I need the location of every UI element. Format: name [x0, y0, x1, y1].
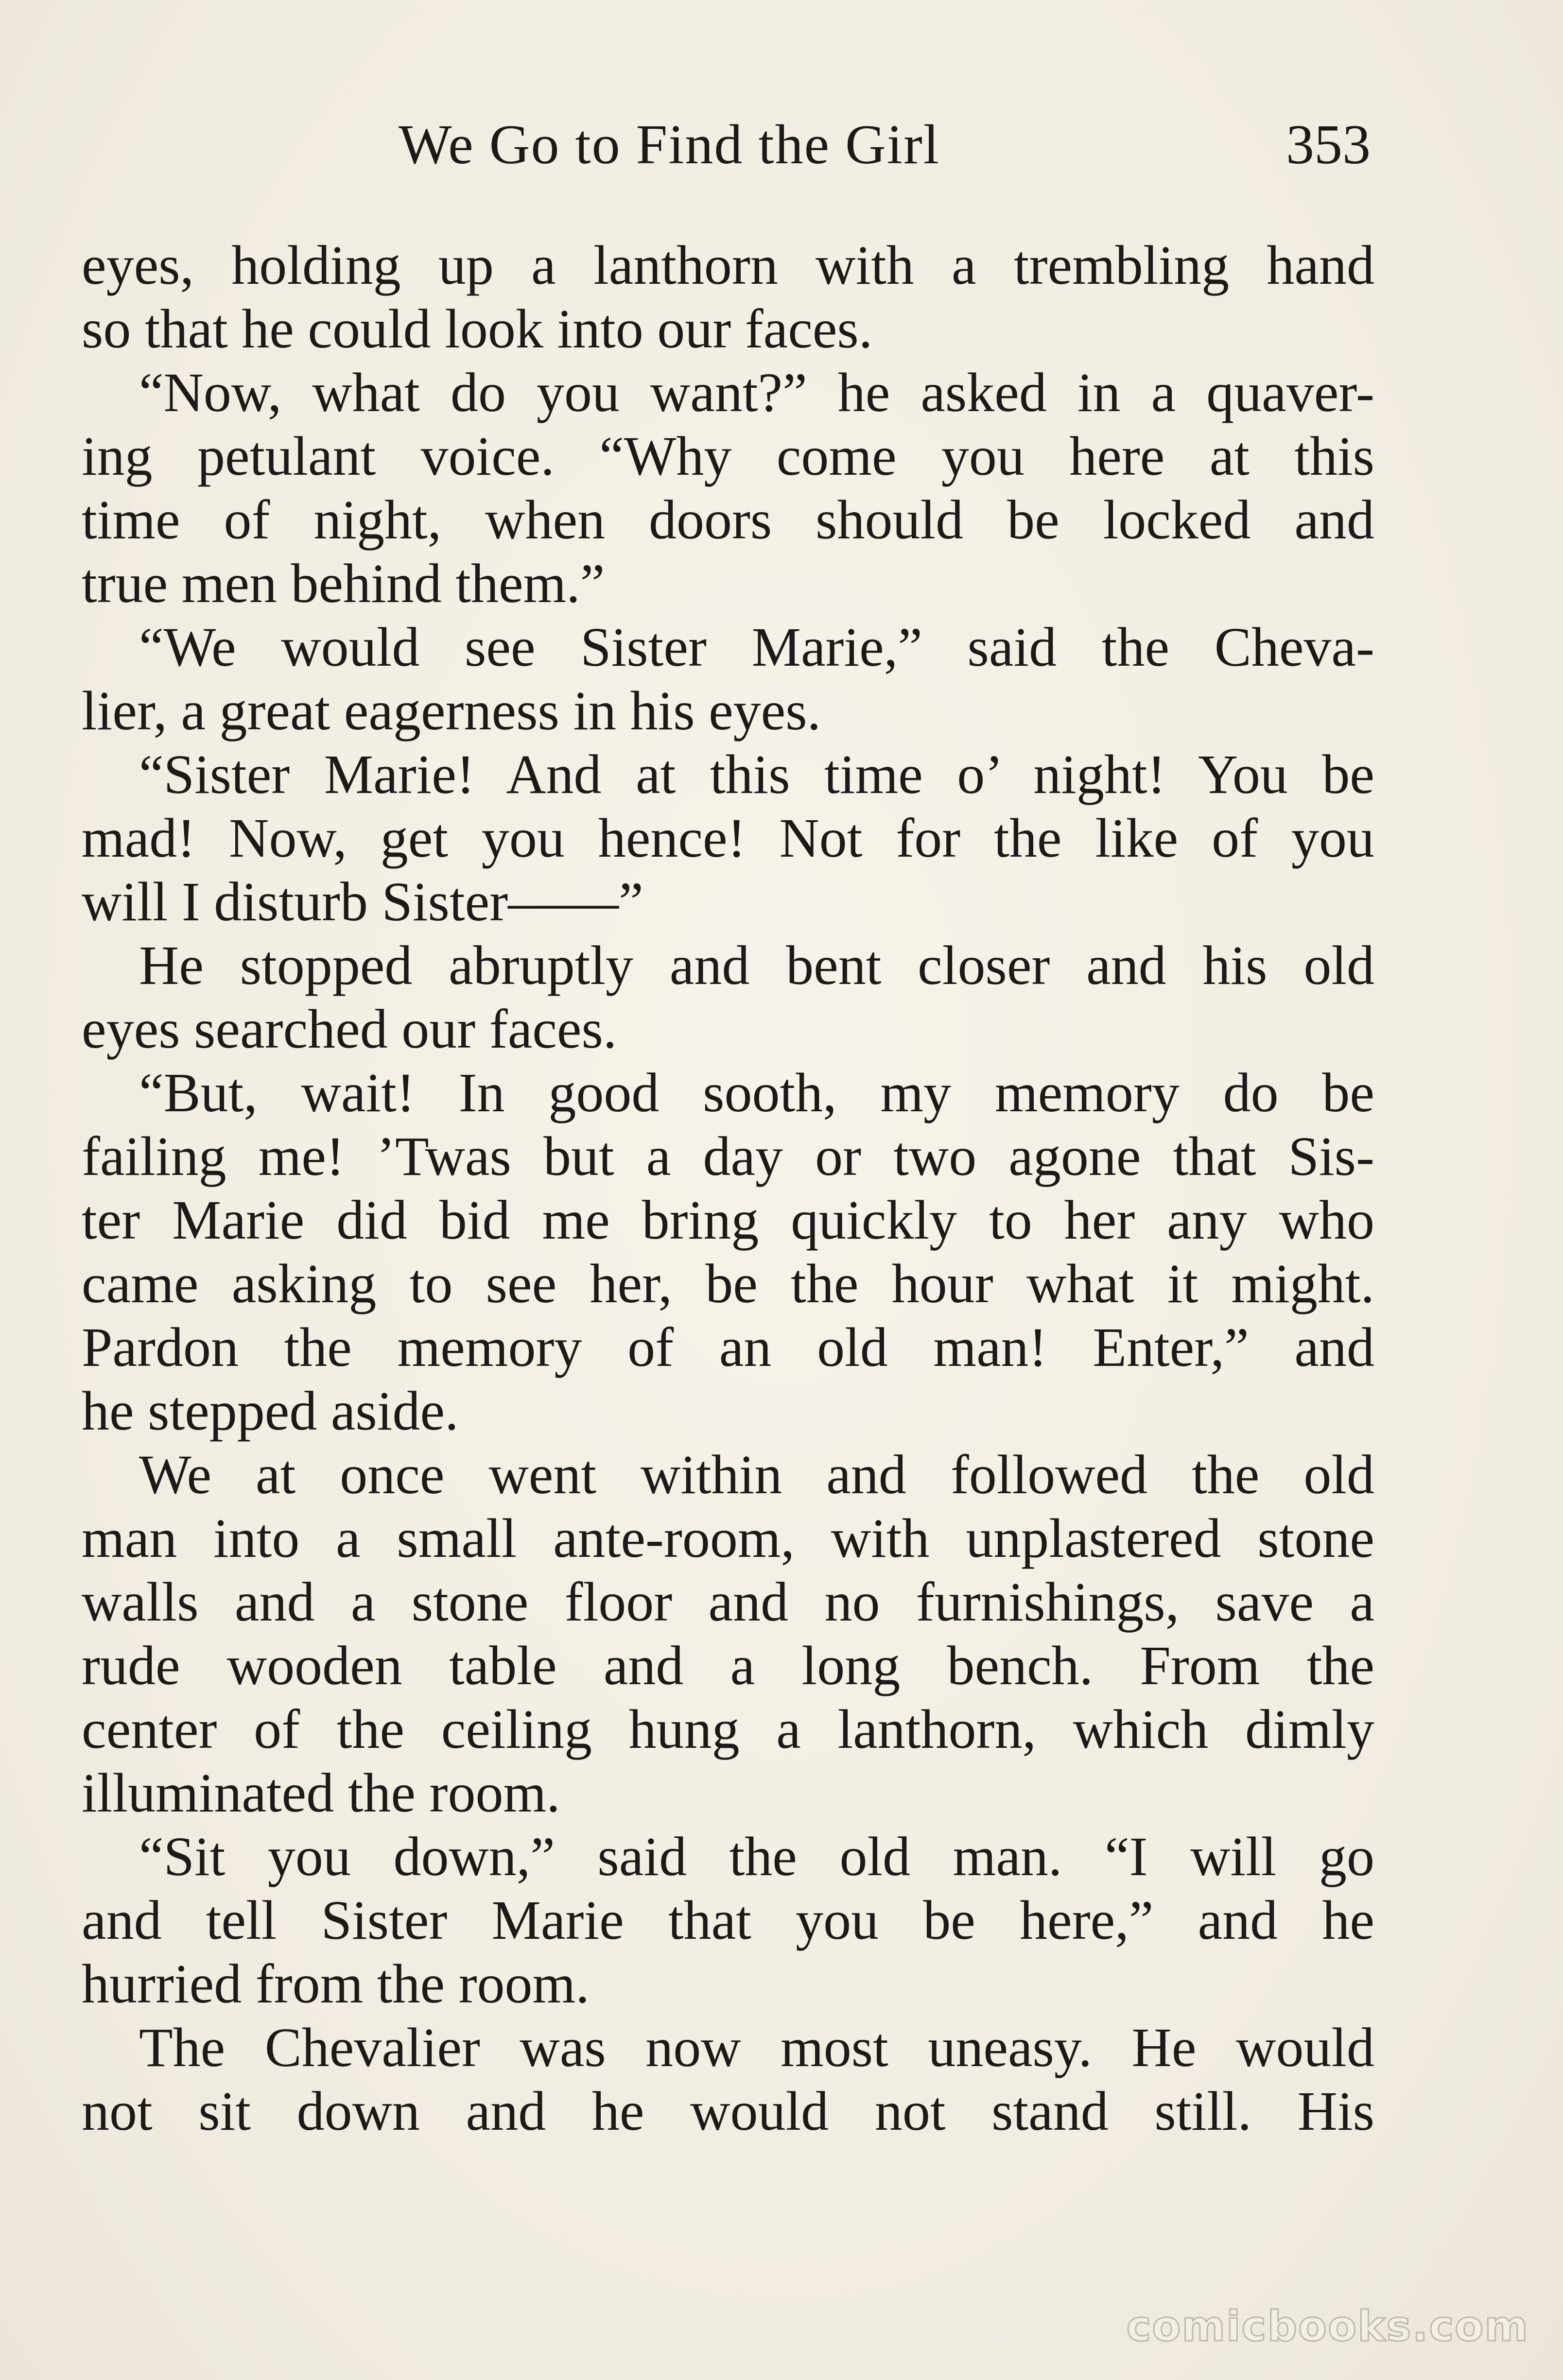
page-number: 353 — [1286, 114, 1371, 176]
text-line: he stepped aside. — [82, 1380, 459, 1442]
text-line: He stopped abruptly and bent closer and his old — [139, 934, 1374, 996]
text-line: mad! Now, get you hence! Not for the like of you — [82, 807, 1374, 869]
text-line: We at once went within and followed the old — [139, 1444, 1374, 1505]
text-line: eyes, holding up a lanthorn with a trembling hand — [82, 234, 1374, 296]
text-line: not sit down and he would not stand still. His — [82, 2080, 1374, 2142]
text-line: true men behind them.” — [82, 552, 605, 614]
text-line: so that he could look into our faces. — [82, 298, 873, 360]
text-line: Pardon the memory of an old man! Enter,” and — [82, 1316, 1374, 1378]
running-head: We Go to Find the Girl — [399, 114, 940, 176]
body-text — [82, 233, 1374, 2143]
text-line: lier, a great eagerness in his eyes. — [82, 680, 821, 742]
text-line: “Sit you down,” said the old man. “I will go — [139, 1826, 1374, 1887]
text-line: “Now, what do you want?” he asked in a quaver- — [139, 362, 1374, 423]
text-line: rude wooden table and a long bench. From the — [82, 1635, 1374, 1696]
watermark: comicbooks.com — [1126, 2302, 1529, 2351]
text-line: “Sister Marie! And at this time o’ night! You be — [139, 743, 1374, 805]
text-line: ter Marie did bid me bring quickly to her any who — [82, 1189, 1374, 1251]
text-line: will I disturb Sister——” — [82, 871, 643, 932]
text-line: eyes searched our faces. — [82, 998, 617, 1060]
text-line: came asking to see her, be the hour what it might. — [82, 1253, 1374, 1314]
text-line: hurried from the room. — [82, 1953, 590, 2015]
text-line: The Chevalier was now most uneasy. He would — [139, 2017, 1374, 2078]
page-header — [83, 113, 1371, 181]
text-line: man into a small ante-room, with unplastered stone — [82, 1507, 1374, 1569]
text-line: time of night, when doors should be locked and — [82, 489, 1374, 551]
text-line: and tell Sister Marie that you be here,” and he — [82, 1889, 1374, 1951]
text-line: walls and a stone floor and no furnishings, save a — [82, 1571, 1374, 1633]
text-line: center of the ceiling hung a lanthorn, which dimly — [82, 1698, 1374, 1760]
text-line: “But, wait! In good sooth, my memory do be — [139, 1062, 1374, 1123]
text-line: ing petulant voice. “Why come you here at this — [82, 425, 1374, 487]
text-line: “We would see Sister Marie,” said the Cheva- — [139, 616, 1374, 678]
text-line: illuminated the room. — [82, 1762, 560, 1824]
text-line: failing me! ’Twas but a day or two agone that Sis- — [82, 1125, 1374, 1187]
